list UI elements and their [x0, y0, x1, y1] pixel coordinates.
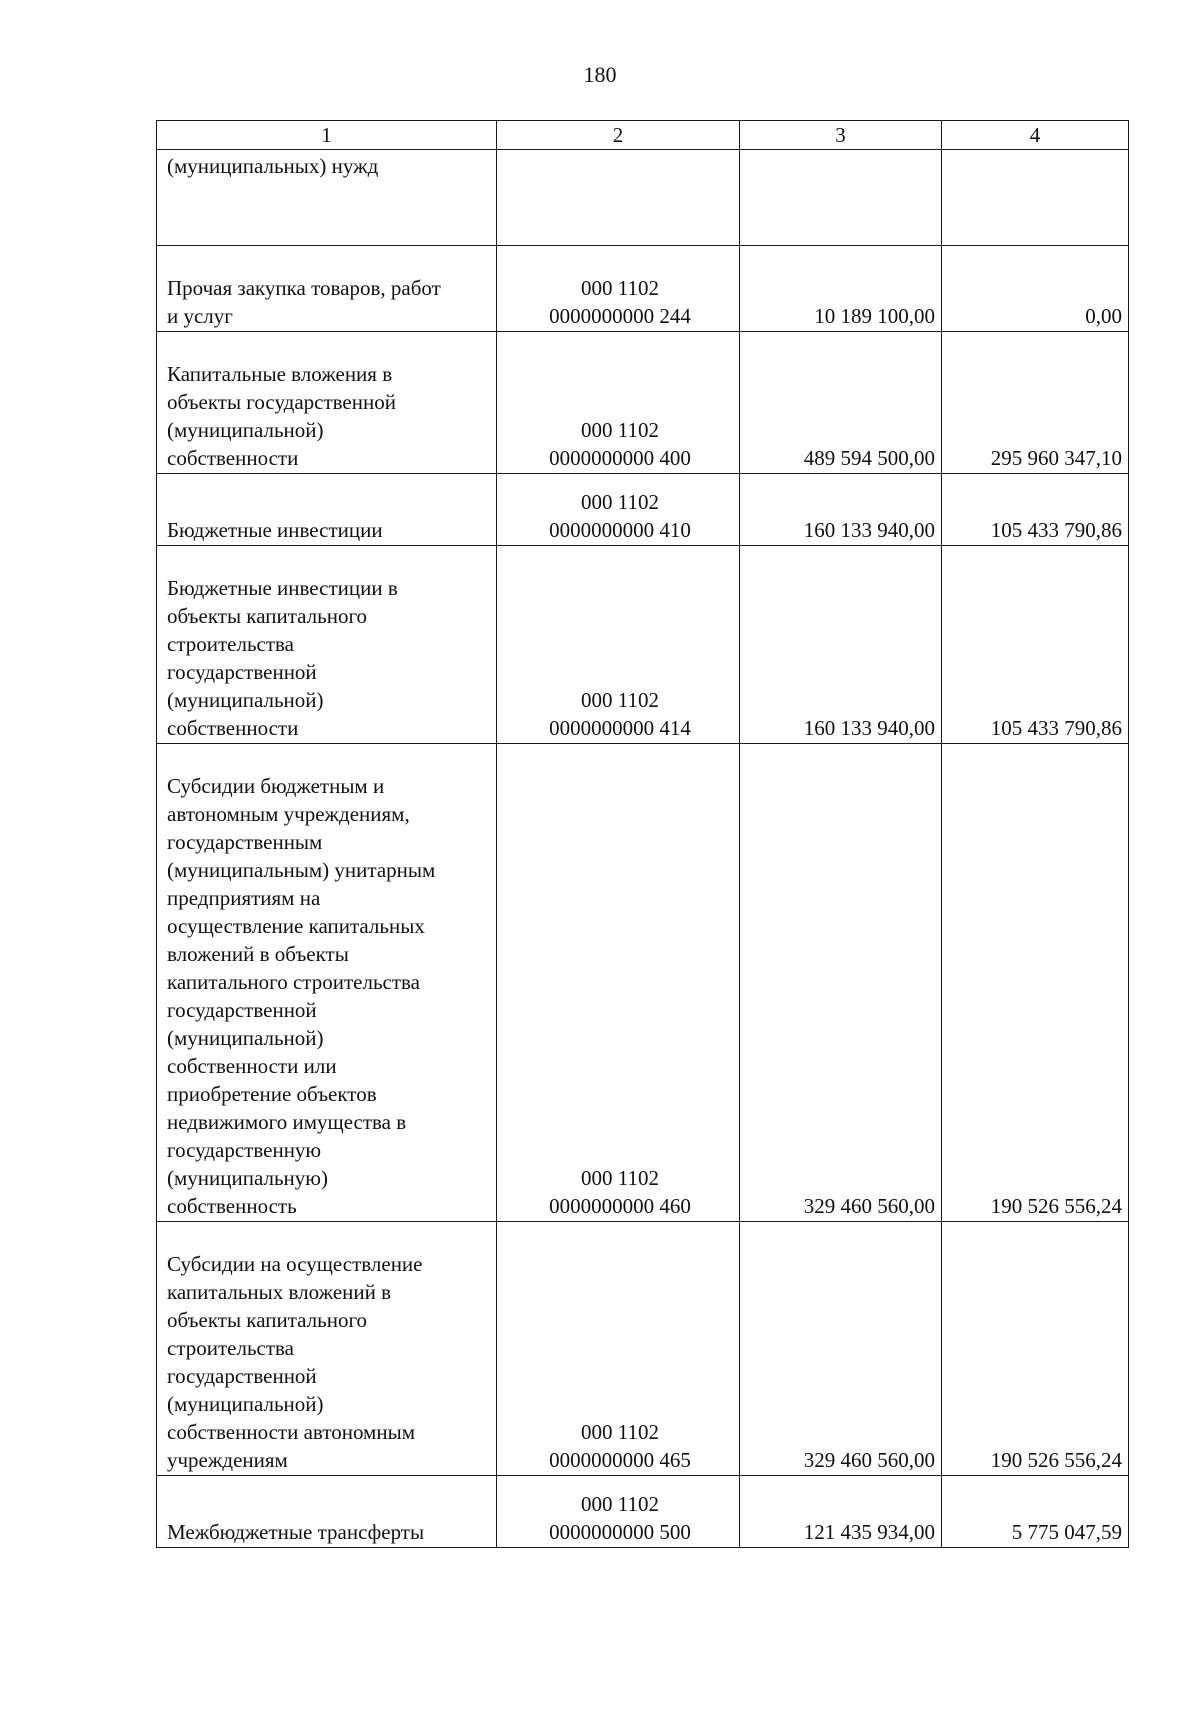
row-name-line: государственной	[167, 998, 317, 1022]
row-name-line: и услуг	[167, 304, 233, 328]
row-name-line: Капитальные вложения в	[167, 362, 393, 386]
row-code-line: 0000000000 410	[549, 518, 691, 542]
row-name-cell	[157, 1222, 497, 1476]
row-code-cell	[497, 150, 740, 246]
row-code-line: 0000000000 465	[549, 1448, 691, 1472]
row-name-line: Бюджетные инвестиции	[167, 518, 383, 542]
row-name-line: капитальных вложений в	[167, 1280, 392, 1304]
row-name-line: (муниципальной)	[167, 1026, 324, 1050]
row-col4-value: 295 960 347,10	[942, 332, 1129, 474]
row-name-line: собственности автономным	[167, 1420, 415, 1444]
row-code-line: 000 1102	[581, 490, 659, 514]
row-name-cell	[157, 246, 497, 332]
row-code-line: 000 1102	[581, 276, 659, 300]
row-name-line: учреждениям	[167, 1448, 288, 1472]
table-row	[157, 744, 1129, 1222]
table-row	[157, 1222, 1129, 1476]
row-name-line: (муниципальной)	[167, 688, 324, 712]
row-code-cell	[497, 1476, 740, 1548]
row-name-cell	[157, 546, 497, 744]
header-row	[157, 121, 1129, 150]
row-col3-value: 160 133 940,00	[740, 546, 942, 744]
row-code-line: 000 1102	[581, 1492, 659, 1516]
row-name-line: Бюджетные инвестиции в	[167, 576, 398, 600]
row-col4-value: 105 433 790,86	[942, 546, 1129, 744]
row-name-line: государственным	[167, 830, 323, 854]
row-name-line: капитального строительства	[167, 970, 420, 994]
budget-table	[156, 120, 1129, 1548]
row-col3-value: 329 460 560,00	[740, 1222, 942, 1476]
row-col3-value: 160 133 940,00	[740, 474, 942, 546]
row-name-line: государственной	[167, 1364, 317, 1388]
row-name-line: недвижимого имущества в	[167, 1110, 407, 1134]
header-col-2: 2	[497, 121, 740, 150]
row-code-line: 000 1102	[581, 1420, 659, 1444]
row-name-cell	[157, 332, 497, 474]
row-name-cell	[157, 150, 497, 246]
row-name-line: объекты капитального	[167, 1308, 368, 1332]
row-col4-value: 5 775 047,59	[942, 1476, 1129, 1548]
row-col4-value: 105 433 790,86	[942, 474, 1129, 546]
row-col4-value: 190 526 556,24	[942, 1222, 1129, 1476]
row-name-line: приобретение объектов	[167, 1082, 377, 1106]
row-code-cell	[497, 546, 740, 744]
row-code-line: 0000000000 460	[549, 1194, 691, 1218]
row-code-cell	[497, 744, 740, 1222]
table-row	[157, 474, 1129, 546]
row-name-line: (муниципальным) унитарным	[167, 858, 436, 882]
table-row	[157, 246, 1129, 332]
row-col3-value: 121 435 934,00	[740, 1476, 942, 1548]
row-name-line: государственную	[167, 1138, 322, 1162]
row-code-cell	[497, 332, 740, 474]
row-col4-value	[942, 150, 1129, 246]
row-col3-value: 10 189 100,00	[740, 246, 942, 332]
row-name-line: Межбюджетные трансферты	[167, 1520, 425, 1544]
table-row	[157, 332, 1129, 474]
row-code-line: 0000000000 400	[549, 446, 691, 470]
row-name-line: строительства	[167, 632, 295, 656]
row-name-line: (муниципальных) нужд	[167, 154, 379, 178]
row-code-line: 000 1102	[581, 1166, 659, 1190]
row-name-line: Прочая закупка товаров, работ	[167, 276, 441, 300]
row-code-line: 000 1102	[581, 418, 659, 442]
row-name-line: вложений в объекты	[167, 942, 349, 966]
row-code-line: 000 1102	[581, 688, 659, 712]
row-name-line: объекты государственной	[167, 390, 396, 414]
row-col4-value: 0,00	[942, 246, 1129, 332]
row-col4-value: 190 526 556,24	[942, 744, 1129, 1222]
row-code-line: 0000000000 244	[549, 304, 691, 328]
row-name-cell	[157, 474, 497, 546]
page-number: 180	[583, 62, 617, 87]
header-col-3: 3	[740, 121, 942, 150]
header-col-4: 4	[942, 121, 1129, 150]
table-row	[157, 1476, 1129, 1548]
row-name-line: осуществление капитальных	[167, 914, 425, 938]
row-name-line: Субсидии бюджетным и	[167, 774, 385, 798]
row-name-line: (муниципальной)	[167, 418, 324, 442]
row-col3-value	[740, 150, 942, 246]
row-name-line: (муниципальной)	[167, 1392, 324, 1416]
row-name-cell	[157, 1476, 497, 1548]
row-name-line: собственности	[167, 446, 299, 470]
row-name-line: объекты капитального	[167, 604, 368, 628]
table-row	[157, 150, 1129, 246]
row-name-line: собственности или	[167, 1054, 337, 1078]
table-row	[157, 546, 1129, 744]
row-name-line: собственность	[167, 1194, 297, 1218]
row-name-line: предприятиям на	[167, 886, 321, 910]
row-code-line: 0000000000 500	[549, 1520, 691, 1544]
row-name-cell	[157, 744, 497, 1222]
row-name-line: государственной	[167, 660, 317, 684]
row-name-line: строительства	[167, 1336, 295, 1360]
row-name-line: автономным учреждениям,	[167, 802, 410, 826]
row-code-cell	[497, 246, 740, 332]
row-col3-value: 329 460 560,00	[740, 744, 942, 1222]
row-code-cell	[497, 1222, 740, 1476]
header-col-1: 1	[157, 121, 497, 150]
row-name-line: (муниципальную)	[167, 1166, 328, 1190]
row-name-line: собственности	[167, 716, 299, 740]
row-code-line: 0000000000 414	[549, 716, 691, 740]
row-name-line: Субсидии на осуществление	[167, 1252, 423, 1276]
row-code-cell	[497, 474, 740, 546]
row-col3-value: 489 594 500,00	[740, 332, 942, 474]
